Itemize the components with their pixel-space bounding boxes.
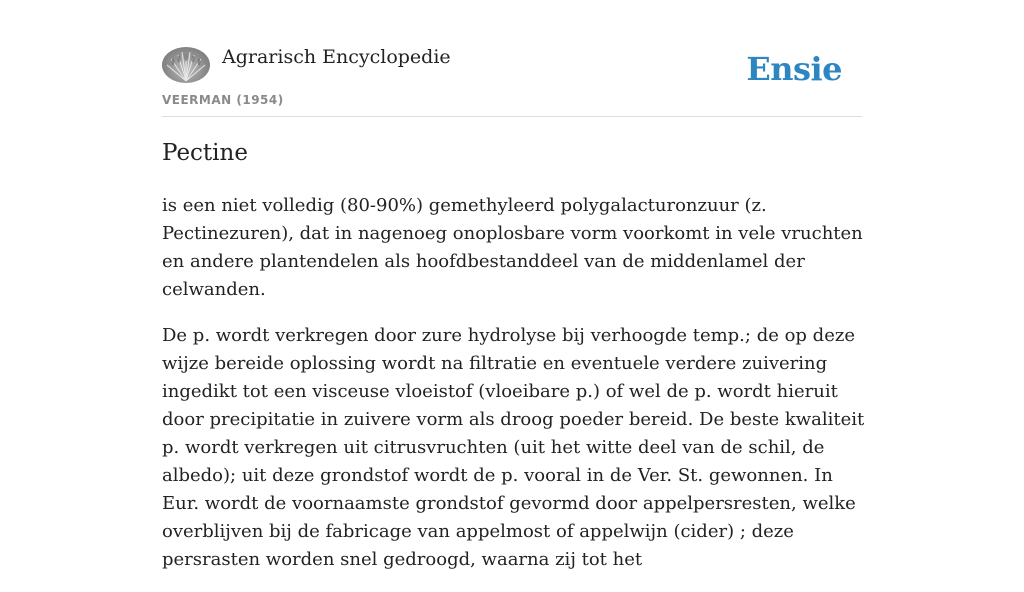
article-body — [162, 192, 867, 592]
article-paragraph-1: is een niet volledig (80-90%) gemethyleerd polygalacturonzuur (z. Pectinezuren), dat in nagenoeg onoplosbare vorm voorkomt in vele vruchten en andere plantendelen als hoofdbestanddeel van de middenlamel der celwanden. — [162, 195, 863, 300]
site-header — [162, 46, 862, 117]
wheat-logo-icon[interactable] — [162, 47, 210, 83]
article-paragraph-2: De p. wordt verkregen door zure hydrolyse bij verhoogde temp.; de op deze wijze bereide oplossing wordt na filtratie en eventuele verdere zuivering ingedikt tot een visceuse vloeistof (vloeibare p.) of wel de p. wordt hieruit door precipitatie in zuivere vorm als droog poeder bereid. De beste kwaliteit p. wordt verkregen uit citrusvruchten (uit het witte deel van de schil, de albedo); uit deze grondstof wordt de p. vooral in de Ver. St. gewonnen. In Eur. wordt de voornaamste grondstof gevormd door appelpersresten, welke overblijven bij de fabricage van appelmost of appelwijn (cider) ; deze persrasten worden snel gedroogd, waarna zij tot het — [162, 325, 865, 570]
site-title[interactable]: Agrarisch Encyclopedie — [222, 46, 451, 68]
ensie-brand-logo[interactable]: Ensie — [746, 50, 842, 88]
article-title: Pectine — [162, 140, 248, 166]
author-source-label: VEERMAN (1954) — [162, 93, 284, 107]
